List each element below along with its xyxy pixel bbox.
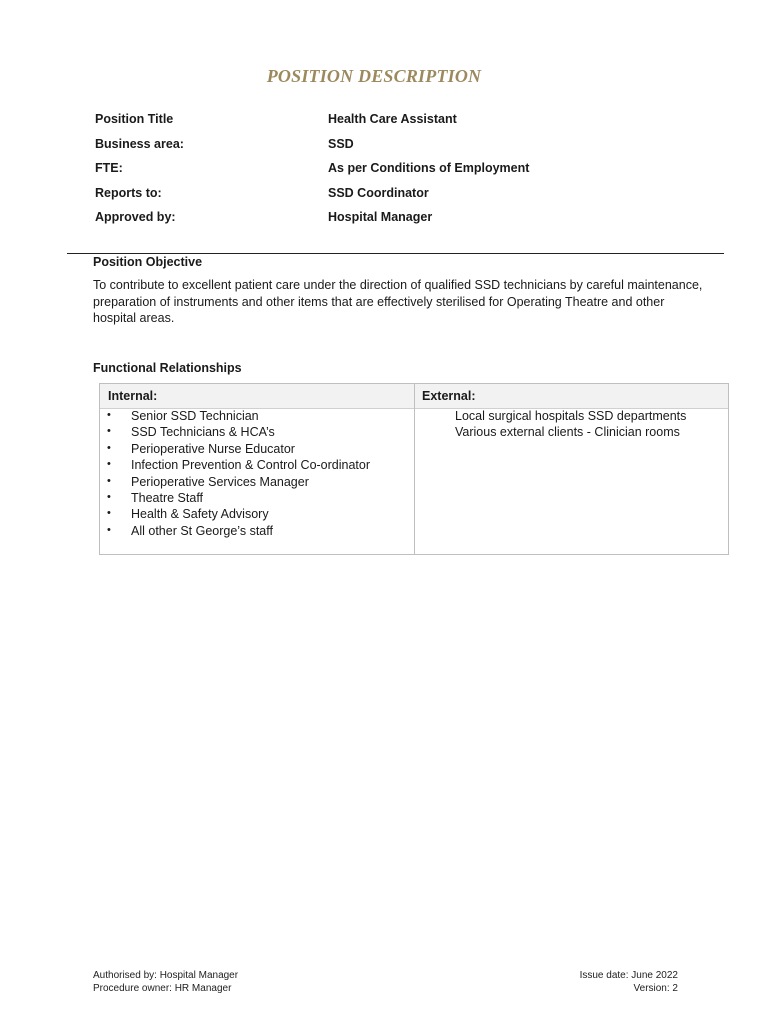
footer-left — [93, 969, 238, 995]
list-item-text: Senior SSD Technician — [131, 409, 259, 423]
info-label: Position Title — [95, 112, 174, 126]
relationships-heading: Functional Relationships — [93, 361, 242, 375]
list-item-text: Health & Safety Advisory — [131, 507, 269, 522]
info-row-business-area — [95, 137, 695, 162]
info-value: As per Conditions of Employment — [328, 161, 530, 175]
list-item-text: All other St George’s staff — [131, 523, 273, 538]
list-item-text: Perioperative Services Manager — [131, 474, 309, 489]
list-item: Local surgical hospitals SSD departments — [455, 409, 687, 423]
list-item-text: Infection Prevention & Control Co-ordinator — [131, 458, 371, 473]
bullet-icon: • — [107, 409, 111, 421]
external-list — [455, 409, 686, 442]
list-item-text: SSD Technicians & HCA’s — [131, 425, 275, 440]
bullet-icon: • — [107, 507, 111, 520]
footer-version: Version: 2 — [633, 983, 678, 994]
info-value: SSD — [328, 136, 354, 151]
bullet-icon: • — [107, 523, 111, 536]
info-label: Business area: — [95, 136, 184, 151]
info-value: SSD Coordinator — [328, 185, 429, 200]
column-divider — [414, 384, 415, 554]
bullet-icon: • — [107, 474, 111, 487]
page-title: POSITION DESCRIPTION — [266, 66, 482, 86]
external-header: External: — [422, 389, 476, 403]
objective-text: To contribute to excellent patient care under the direction of qualified SSD technicians by careful maintenance, preparation of instruments and other items that are effectively sterilised for Operating Theatre and other hospital areas. — [93, 278, 703, 326]
relationships-table — [99, 383, 729, 555]
bullet-icon: • — [107, 490, 111, 503]
internal-header: Internal: — [108, 389, 158, 403]
bullet-icon: • — [107, 425, 111, 438]
footer-authorised: Authorised by: Hospital Manager — [93, 970, 239, 981]
info-value: Hospital Manager — [328, 210, 433, 224]
footer-issue-date: Issue date: June 2022 — [579, 970, 678, 981]
footer-owner: Procedure owner: HR Manager — [93, 983, 232, 994]
objective-heading: Position Objective — [93, 255, 203, 269]
position-info-table — [95, 112, 695, 235]
bullet-icon: • — [107, 441, 111, 454]
info-value: Health Care Assistant — [328, 112, 457, 126]
bullet-icon: • — [107, 458, 111, 471]
info-row-fte — [95, 161, 695, 186]
info-label: Approved by: — [95, 210, 176, 224]
info-label: Reports to: — [95, 185, 162, 200]
info-row-approved-by — [95, 210, 695, 235]
info-label: FTE: — [95, 161, 123, 175]
list-item-text: Perioperative Nurse Educator — [131, 441, 295, 456]
list-item-text: Theatre Staff — [131, 490, 204, 505]
info-row-reports-to — [95, 186, 695, 211]
section-divider — [67, 253, 724, 254]
list-item: Various external clients - Clinician rooms — [455, 425, 680, 440]
footer-right — [580, 969, 678, 995]
info-row-position-title — [95, 112, 695, 137]
